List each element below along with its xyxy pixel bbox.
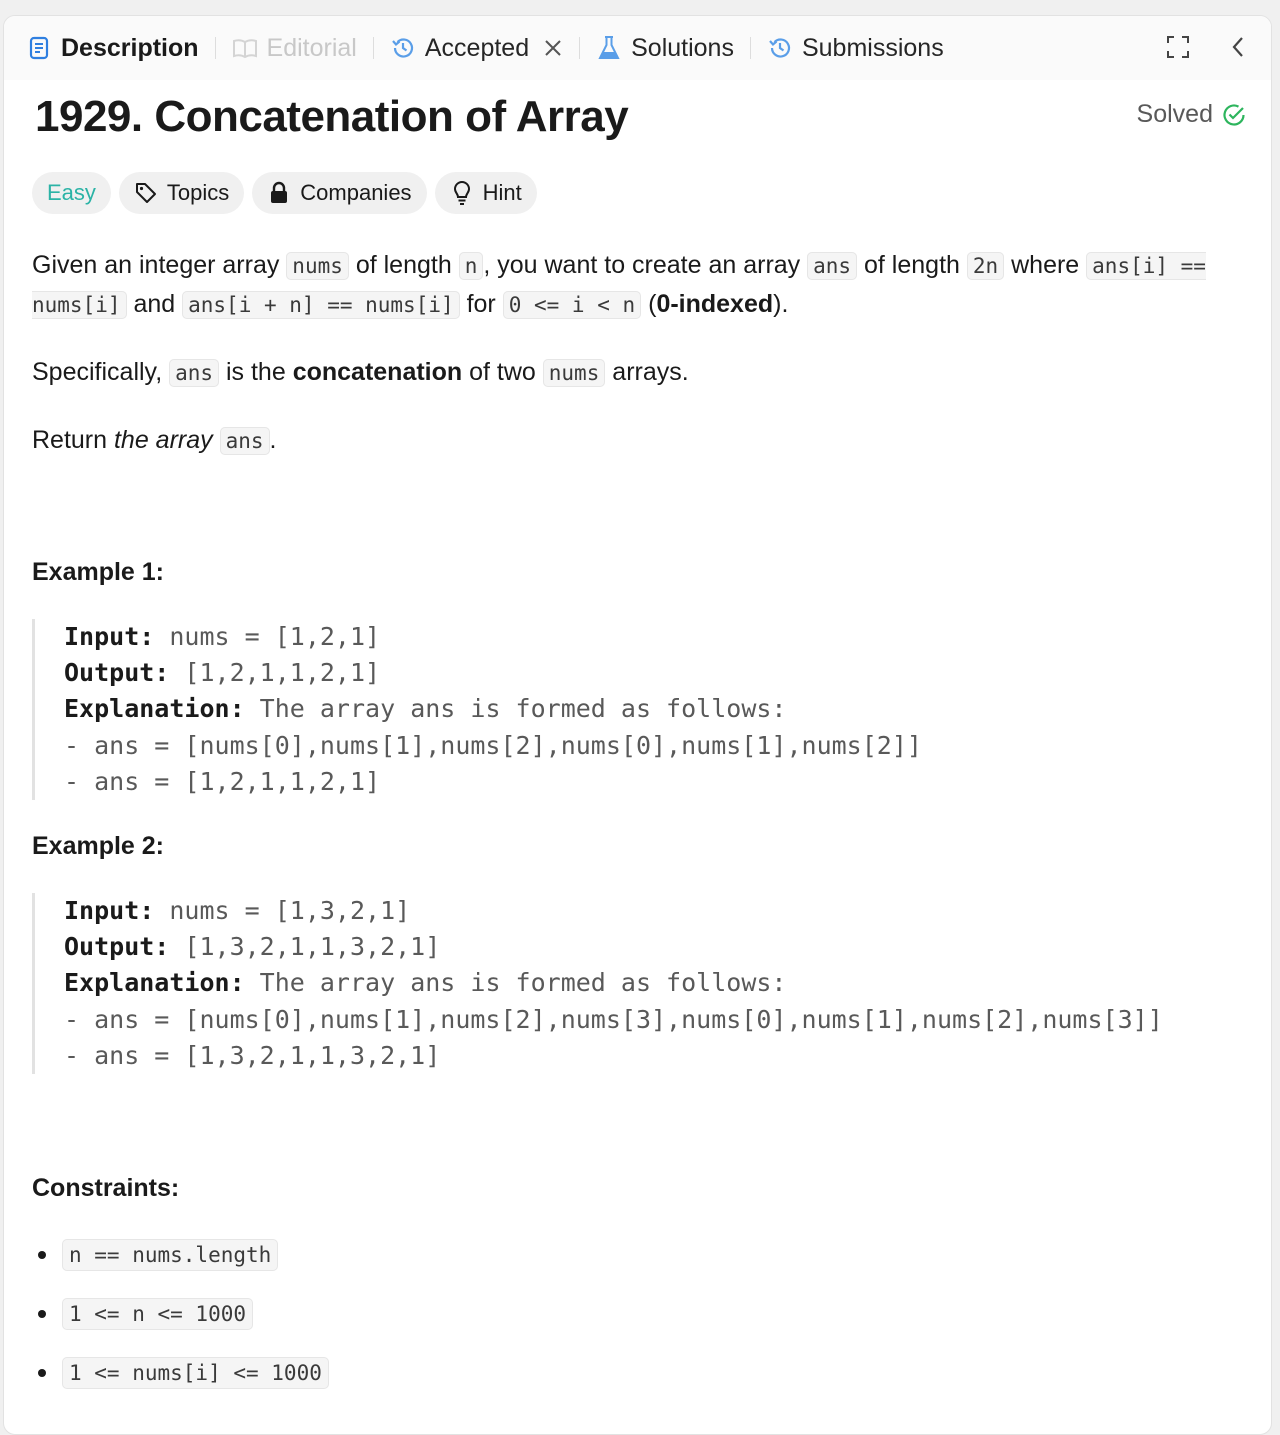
inline-code: ans[i + n] == nums[i] bbox=[182, 291, 460, 319]
explanation-label: Explanation: bbox=[64, 968, 245, 998]
output-value: [1,3,2,1,1,3,2,1] bbox=[169, 932, 441, 962]
input-value: nums = [1,3,2,1] bbox=[154, 896, 411, 926]
output-label: Output: bbox=[64, 932, 170, 962]
bullet bbox=[38, 1251, 46, 1259]
text: of length bbox=[348, 251, 459, 279]
constraint-code: n == nums.length bbox=[62, 1239, 278, 1271]
flask-icon bbox=[596, 35, 622, 61]
tab-accepted-label: Accepted bbox=[424, 33, 530, 62]
bullet bbox=[38, 1369, 46, 1377]
example-block bbox=[32, 893, 1247, 1074]
text: Given an integer array bbox=[32, 251, 287, 279]
inline-code: nums bbox=[286, 252, 349, 280]
inline-code: ans bbox=[220, 427, 270, 455]
tab-bar bbox=[4, 16, 1271, 80]
inline-code: ans bbox=[169, 359, 219, 387]
input-label: Input: bbox=[64, 896, 155, 926]
book-icon bbox=[232, 35, 258, 61]
list-item bbox=[32, 1296, 1247, 1332]
tab-solutions[interactable] bbox=[596, 28, 734, 68]
text: where bbox=[1004, 251, 1087, 279]
problem-title[interactable]: 1929. Concatenation of Array bbox=[35, 92, 629, 141]
title-row bbox=[32, 80, 1247, 170]
text: . bbox=[269, 426, 277, 454]
text: , you want to create an array bbox=[483, 251, 808, 279]
output-value: [1,2,1,1,2,1] bbox=[169, 658, 381, 688]
explanation-step: - ans = [1,3,2,1,1,3,2,1] bbox=[64, 1040, 441, 1070]
tag-chips bbox=[32, 172, 1247, 216]
tab-divider bbox=[215, 37, 216, 59]
text bbox=[213, 426, 220, 454]
explanation-step: - ans = [nums[0],nums[1],nums[2],nums[3],nums[0],nums[1],nums[2],nums[3]] bbox=[64, 1004, 1163, 1034]
panel-controls bbox=[1165, 34, 1251, 60]
text: Return bbox=[32, 426, 114, 454]
tab-description-label: Description bbox=[61, 33, 199, 62]
tab-divider bbox=[579, 37, 580, 59]
example-input-line bbox=[64, 619, 1247, 655]
explanation-value: The array ans is formed as follows: bbox=[244, 694, 787, 724]
example-output-line bbox=[64, 929, 1247, 965]
bold-text: concatenation bbox=[292, 358, 463, 386]
hint-button[interactable] bbox=[435, 172, 537, 214]
text: Specifically, bbox=[32, 358, 170, 386]
constraint-code: 1 <= n <= 1000 bbox=[62, 1298, 253, 1330]
output-label: Output: bbox=[64, 658, 170, 688]
text: for bbox=[459, 290, 503, 318]
text: is the bbox=[219, 358, 293, 386]
text: arrays. bbox=[605, 358, 689, 386]
description-paragraph bbox=[32, 353, 1247, 392]
constraints-heading: Constraints: bbox=[32, 1174, 180, 1203]
text: of two bbox=[462, 358, 543, 386]
example-output-line bbox=[64, 655, 1247, 691]
explanation-label: Explanation: bbox=[64, 694, 245, 724]
list-item bbox=[32, 1355, 1247, 1391]
text: ). bbox=[773, 290, 789, 318]
tab-editorial[interactable] bbox=[232, 28, 357, 68]
fullscreen-icon[interactable] bbox=[1165, 34, 1191, 60]
companies-button[interactable] bbox=[252, 172, 426, 214]
check-circle-icon bbox=[1221, 102, 1247, 128]
description-icon bbox=[26, 35, 52, 61]
italic-text: the array bbox=[113, 426, 213, 454]
bold-text: 0-indexed bbox=[656, 290, 774, 318]
example-block bbox=[32, 619, 1247, 800]
example-explanation-line bbox=[64, 965, 1247, 1001]
history-icon bbox=[390, 35, 416, 61]
explanation-step: - ans = [1,2,1,1,2,1] bbox=[64, 766, 381, 796]
input-label: Input: bbox=[64, 622, 155, 651]
text: and bbox=[126, 290, 183, 318]
tab-solutions-label: Solutions bbox=[631, 33, 734, 62]
difficulty-badge: Easy bbox=[32, 172, 111, 214]
constraint-code: 1 <= nums[i] <= 1000 bbox=[62, 1357, 329, 1389]
example-explanation-line bbox=[64, 691, 1247, 727]
text: ( bbox=[641, 290, 657, 318]
example-input-line bbox=[64, 893, 1247, 929]
tab-editorial-label: Editorial bbox=[266, 33, 357, 62]
inline-code: ans[i] == nums[i] bbox=[32, 254, 1206, 317]
hint-label: Hint bbox=[482, 180, 522, 205]
example-heading: Example 2: bbox=[32, 832, 165, 861]
text: of length bbox=[857, 251, 967, 279]
solved-status bbox=[1137, 100, 1247, 129]
chevron-left-icon[interactable] bbox=[1225, 34, 1251, 60]
example-heading: Example 1: bbox=[32, 558, 165, 586]
tab-submissions[interactable] bbox=[767, 28, 944, 68]
lock-icon bbox=[267, 181, 291, 205]
inline-code: ans bbox=[807, 252, 857, 280]
explanation-value: The array ans is formed as follows: bbox=[244, 968, 787, 998]
close-icon[interactable] bbox=[543, 38, 563, 58]
tab-accepted[interactable] bbox=[390, 28, 563, 68]
inline-code: nums bbox=[543, 359, 606, 387]
tag-icon bbox=[134, 181, 158, 205]
topics-label: Topics bbox=[166, 180, 230, 205]
input-value: nums = [1,2,1] bbox=[154, 622, 381, 651]
description-paragraph bbox=[32, 421, 1247, 460]
description-panel bbox=[3, 15, 1272, 1435]
bullet bbox=[38, 1310, 46, 1318]
tab-submissions-label: Submissions bbox=[801, 33, 944, 62]
tab-divider bbox=[750, 37, 751, 59]
inline-code: n bbox=[459, 252, 484, 280]
history-icon bbox=[767, 35, 793, 61]
tab-divider bbox=[373, 37, 374, 59]
description-paragraph bbox=[32, 246, 1247, 324]
list-item bbox=[32, 1237, 1247, 1273]
inline-code: 0 <= i < n bbox=[503, 291, 641, 319]
companies-label: Companies bbox=[300, 180, 412, 205]
problem-content bbox=[32, 80, 1247, 1414]
inline-code: 2n bbox=[967, 252, 1004, 280]
solved-label: Solved bbox=[1136, 100, 1213, 128]
explanation-step: - ans = [nums[0],nums[1],nums[2],nums[0],nums[1],nums[2]] bbox=[64, 730, 922, 760]
constraints-list bbox=[32, 1237, 1247, 1391]
topics-button[interactable] bbox=[119, 172, 244, 214]
lightbulb-icon bbox=[450, 181, 474, 205]
tab-description[interactable] bbox=[26, 28, 199, 68]
